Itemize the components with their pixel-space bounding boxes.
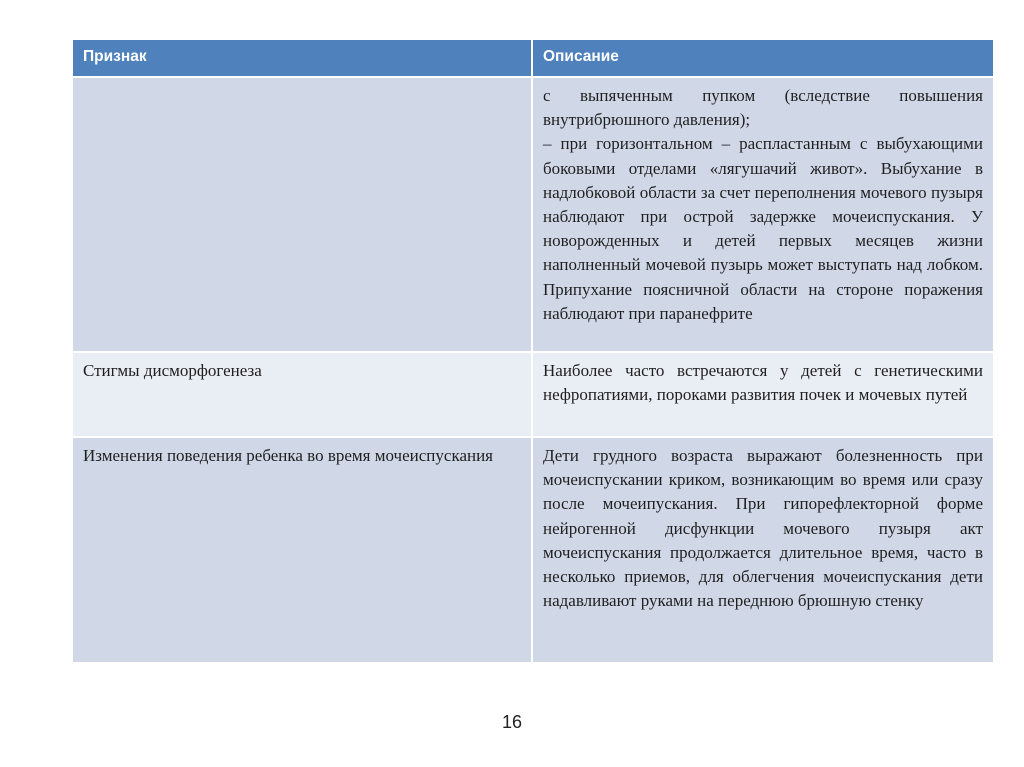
cell-sign-text: Стигмы дисморфогенеза [83,361,262,380]
table-row [72,352,994,437]
cell-description [532,352,994,437]
table-row [72,437,994,663]
description-paragraph: с выпяченным пупком (вследствие повышения внутрибрюшного давления); [543,86,983,130]
cell-sign [72,77,532,352]
cell-sign-text: Изменения поведения ребенка во время мочеиспускания [83,446,494,465]
cell-description-text [533,78,993,332]
cell-description-text: Наиболее часто встречаются у детей с генетическими нефропатиями, пороками развития почек и мочевых путей [543,361,983,405]
cell-description-text: Дети грудного возраста выражают болезненность при мочеиспускании криком, возникающим во время или сразу после мочеипускания. При гипорефлекторной форме нейрогенной дисфункции мочевого пузыря акт мочеиспускания продолжается длительное время, часто в несколько приемов, для облегчения мочеиспускания дети надавливают руками на переднюю брюшную стенку [543,446,983,611]
cell-description [532,437,994,663]
header-sign [72,39,532,77]
description-paragraph: – при горизонтальном – распластанным с выбухающими боковыми отделами «лягушачий живот». Выбухание в надлобковой области за счет переполнения мочевого пузыря наблюдают при острой задержке мочеиспускания. У новорожденных и детей первых месяцев жизни наполненный мочевой пузырь может выступать над лобком. Припухание поясничной области на стороне поражения наблюдают при паранефрите [543,134,983,323]
header-description-label: Описание [543,48,619,65]
header-sign-label: Признак [83,48,147,65]
table-header-row [72,39,994,77]
cell-description [532,77,994,352]
header-description [532,39,994,77]
signs-table [71,38,995,664]
table-row [72,77,994,352]
cell-sign-text [73,78,531,90]
cell-sign [72,437,532,663]
cell-sign [72,352,532,437]
page-number: 16 [501,712,523,732]
